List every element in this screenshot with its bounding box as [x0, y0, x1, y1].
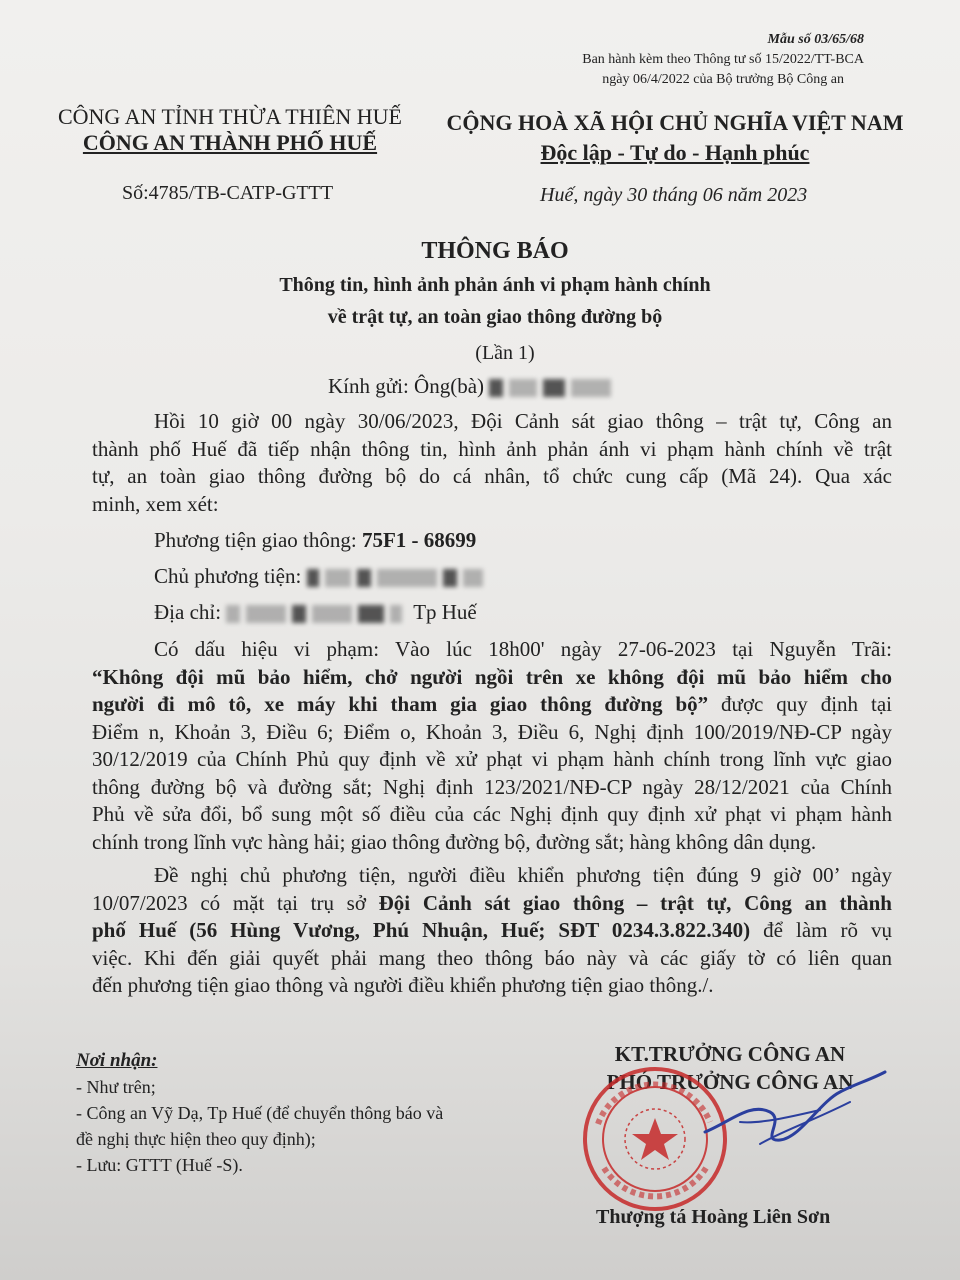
handwritten-signature-icon: [700, 1062, 890, 1172]
intro-line: tự, an toàn giao thông đường bộ do cá nhân, tổ chức cung cấp (Mã 24). Qua xác: [92, 464, 892, 488]
redacted-name-part: [543, 379, 565, 397]
form-ref-line1: Ban hành kèm theo Thông tư số 15/2022/TT-BCA: [582, 52, 864, 67]
violation-first-line: Có dấu hiệu vi phạm: Vào lúc 18h00' ngày 27-06-2023 tại Nguyễn Trãi:: [154, 637, 892, 661]
intro-line: thành phố Huế đã tiếp nhận thông tin, hình ảnh phản ánh vi phạm hành chính về trật: [92, 436, 892, 461]
form-reference: [582, 30, 864, 90]
place-date: Huế, ngày 30 tháng 06 năm 2023: [540, 184, 808, 206]
country-name: CỘNG HOÀ XÃ HỘI CHỦ NGHĨA VIỆT NAM: [446, 110, 904, 135]
signature-title-2: PHÓ TRƯỞNG CÔNG AN: [606, 1070, 854, 1094]
national-motto: Độc lập - Tự do - Hạnh phúc: [540, 140, 810, 165]
recipients-block: [76, 1048, 443, 1178]
redacted-address: [226, 605, 240, 623]
form-number: Mẫu số 03/65/68: [767, 32, 864, 47]
agency-name: CÔNG AN THÀNH PHỐ HUẾ: [82, 130, 378, 155]
redacted-owner: [463, 569, 483, 587]
redacted-address: [246, 605, 286, 623]
request-bold-text: Đội Cảnh sát giao thông – trật tự, Công an thành: [378, 890, 892, 915]
recipient-item: - Như trên;: [76, 1077, 156, 1097]
document-subtitle-2: về trật tự, an toàn giao thông đường bộ: [327, 306, 663, 328]
notice-round: (Lần 1): [475, 342, 535, 364]
request-line: đến phương tiện giao thông và người điều khiển phương tiện giao thông./.: [92, 973, 714, 997]
agency-parent: CÔNG AN TỈNH THỪA THIÊN HUẾ: [57, 104, 402, 129]
owner-field: [154, 564, 489, 589]
redacted-name-part: [509, 379, 537, 397]
violation-paragraph: [92, 636, 892, 856]
request-line: việc. Khi đến giải quyết phải mang theo thông báo này và các giấy tờ có liên quan: [92, 945, 892, 970]
intro-line: minh, xem xét:: [92, 491, 219, 516]
redacted-address: [358, 605, 384, 623]
redacted-owner: [357, 569, 371, 587]
recipient-label: Kính gửi: Ông(bà): [328, 374, 485, 398]
violation-line: 30/12/2019 của Chính Phủ quy định về xử phạt vi phạm hành chính trong lĩnh vực giao: [92, 747, 892, 771]
agency-header: [50, 104, 410, 156]
redacted-owner: [443, 569, 457, 587]
redacted-address: [292, 605, 306, 623]
request-mixed-line: [92, 917, 892, 945]
redacted-owner: [377, 569, 437, 587]
address-field: [154, 600, 477, 625]
violation-tail: được quy định tại: [708, 692, 892, 716]
intro-line: Hồi 10 giờ 00 ngày 30/06/2023, Đội Cảnh sát giao thông – trật tự, Công an: [154, 409, 892, 433]
document-number: Số:4785/TB-CATP-GTTT: [122, 182, 334, 204]
request-paragraph: [92, 862, 892, 1000]
redacted-name-part: [571, 379, 611, 397]
intro-paragraph: [92, 408, 892, 518]
violation-bold-text: người đi mô tô, xe máy khi tham gia giao thông đường bộ”: [92, 692, 709, 716]
national-header: [440, 108, 910, 168]
redacted-address: [312, 605, 352, 623]
violation-line: chính trong lĩnh vực hàng hải; giao thông đường bộ, đường sắt; hàng không dân dụng.: [92, 829, 817, 854]
violation-line: Phủ về sửa đổi, bổ sung một số điều của các Nghị định quy định xử phạt vi phạm hành: [92, 802, 892, 826]
redacted-owner: [307, 569, 319, 587]
recipient-line: [328, 374, 617, 399]
recipient-item: đề nghị thực hiện theo quy định);: [76, 1129, 316, 1149]
recipient-item: - Công an Vỹ Dạ, Tp Huế (để chuyển thông báo và: [76, 1103, 444, 1123]
signature-title-1: KT.TRƯỞNG CÔNG AN: [614, 1042, 846, 1066]
vehicle-field: [154, 528, 476, 553]
redacted-name: [489, 379, 503, 397]
violation-line: Điểm n, Khoản 3, Điều 6; Điểm o, Khoản 3, Điều 6, Nghị định 100/2019/NĐ-CP ngày: [92, 719, 892, 744]
document-title: THÔNG BÁO: [421, 238, 569, 264]
document-subtitle-1: Thông tin, hình ảnh phản ánh vi phạm hành chính: [279, 274, 711, 296]
request-text: 10/07/2023 có mặt tại trụ sở: [92, 890, 379, 915]
recipients-heading: Nơi nhận:: [76, 1050, 158, 1071]
request-text: để làm rõ vụ: [750, 918, 892, 942]
request-line: Đề nghị chủ phương tiện, người điều khiển phương tiện đúng 9 giờ 00’ ngày: [154, 863, 892, 887]
owner-label: Chủ phương tiện:: [154, 564, 307, 588]
signer-name: Thượng tá Hoàng Liên Sơn: [596, 1206, 831, 1228]
violation-mixed-line: [92, 691, 892, 719]
request-mixed-line: [92, 890, 892, 918]
address-label: Địa chỉ:: [154, 600, 227, 624]
recipient-item: - Lưu: GTTT (Huế -S).: [76, 1155, 243, 1175]
redacted-address: [390, 605, 402, 623]
form-ref-line2: ngày 06/4/2022 của Bộ trưởng Bộ Công an: [602, 72, 844, 87]
redacted-owner: [325, 569, 351, 587]
violation-bold-line: “Không đội mũ bảo hiểm, chở người ngồi trên xe không đội mũ bảo hiểm cho: [92, 664, 892, 689]
vehicle-plate: 75F1 - 68699: [361, 528, 477, 552]
vehicle-label: Phương tiện giao thông:: [154, 528, 362, 552]
address-city: Tp Huế: [413, 600, 477, 624]
violation-line: thông đường bộ và đường sắt; Nghị định 123/2021/NĐ-CP ngày 28/12/2021 của Chính: [92, 774, 892, 799]
request-bold-text: phố Huế (56 Hùng Vương, Phú Nhuận, Huế; SĐT 0234.3.822.340): [92, 918, 751, 942]
